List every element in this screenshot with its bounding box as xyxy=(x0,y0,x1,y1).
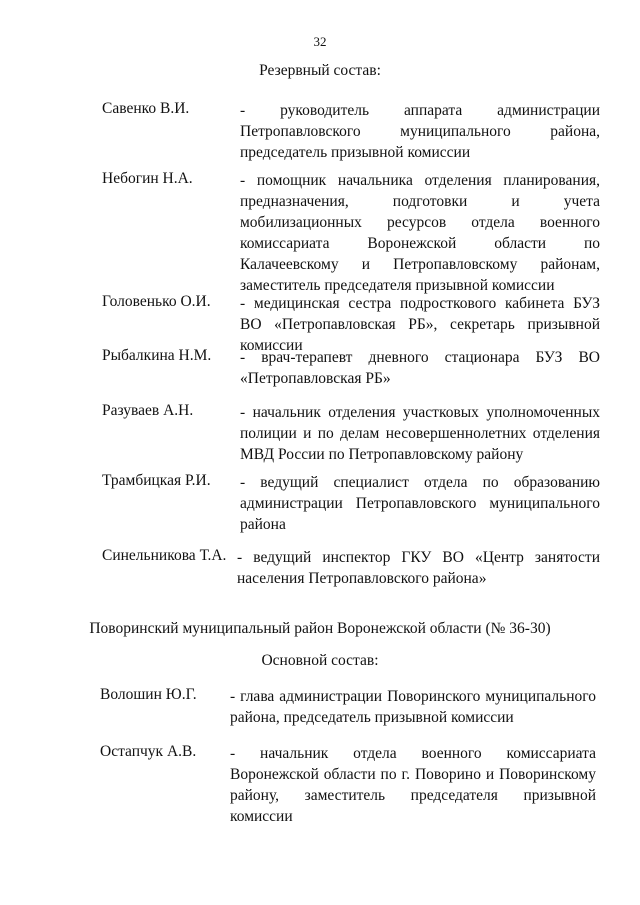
member-role: - помощник начальника отделения планирования, предназначения, подготовки и учета мобилизационных ресурсов отдела военного комиссариата Воронежской области по Калачеевскому и Петропавловскому районам, заместитель председателя призывной комиссии xyxy=(240,172,600,294)
member-role: - начальник отделения участковых уполномоченных полиции и по делам несовершеннолетних отделения МВД России по Петропавловскому району xyxy=(240,404,600,463)
member-name: Разуваев А.Н. xyxy=(102,402,194,419)
member-entry xyxy=(0,743,640,833)
member-role: - ведущий инспектор ГКУ ВО «Центр занятости населения Петропавловского района» xyxy=(237,549,600,587)
member-name: Синельникова Т.А. xyxy=(102,547,227,564)
member-role: - начальник отдела военного комиссариата Воронежской области по г. Поворино и Поворинскому району, заместитель председателя призывной комиссии xyxy=(230,745,596,825)
member-name: Небогин Н.А. xyxy=(102,170,193,187)
member-role: - медицинская сестра подросткового кабинета БУЗ ВО «Петропавловская РБ», секретарь призывной комиссии xyxy=(240,295,600,354)
member-role: - глава администрации Поворинского муниципального района, председатель призывной комиссии xyxy=(230,688,596,726)
member-name: Головенько О.И. xyxy=(102,293,211,310)
section-title-main: Основной состав: xyxy=(261,652,379,669)
page-number: 32 xyxy=(313,34,327,49)
member-entry xyxy=(0,170,640,294)
member-name: Волошин Ю.Г. xyxy=(100,686,197,703)
member-role: - врач-терапевт дневного стационара БУЗ ВО «Петропавловская РБ» xyxy=(240,349,600,387)
member-name: Савенко В.И. xyxy=(102,100,190,117)
member-name: Рыбалкина Н.М. xyxy=(102,347,212,364)
member-role: - ведущий специалист отдела по образованию администрации Петропавловского муниципального района xyxy=(240,474,600,533)
section-title-reserve: Резервный состав: xyxy=(259,62,381,79)
member-role: - руководитель аппарата администрации Петропавловского муниципального района, председатель призывной комиссии xyxy=(240,102,600,161)
district-heading: Поворинский муниципальный район Воронежской области (№ 36-30) xyxy=(89,620,551,637)
member-name: Трамбицкая Р.И. xyxy=(102,472,211,489)
member-name: Остапчук А.В. xyxy=(100,743,197,760)
